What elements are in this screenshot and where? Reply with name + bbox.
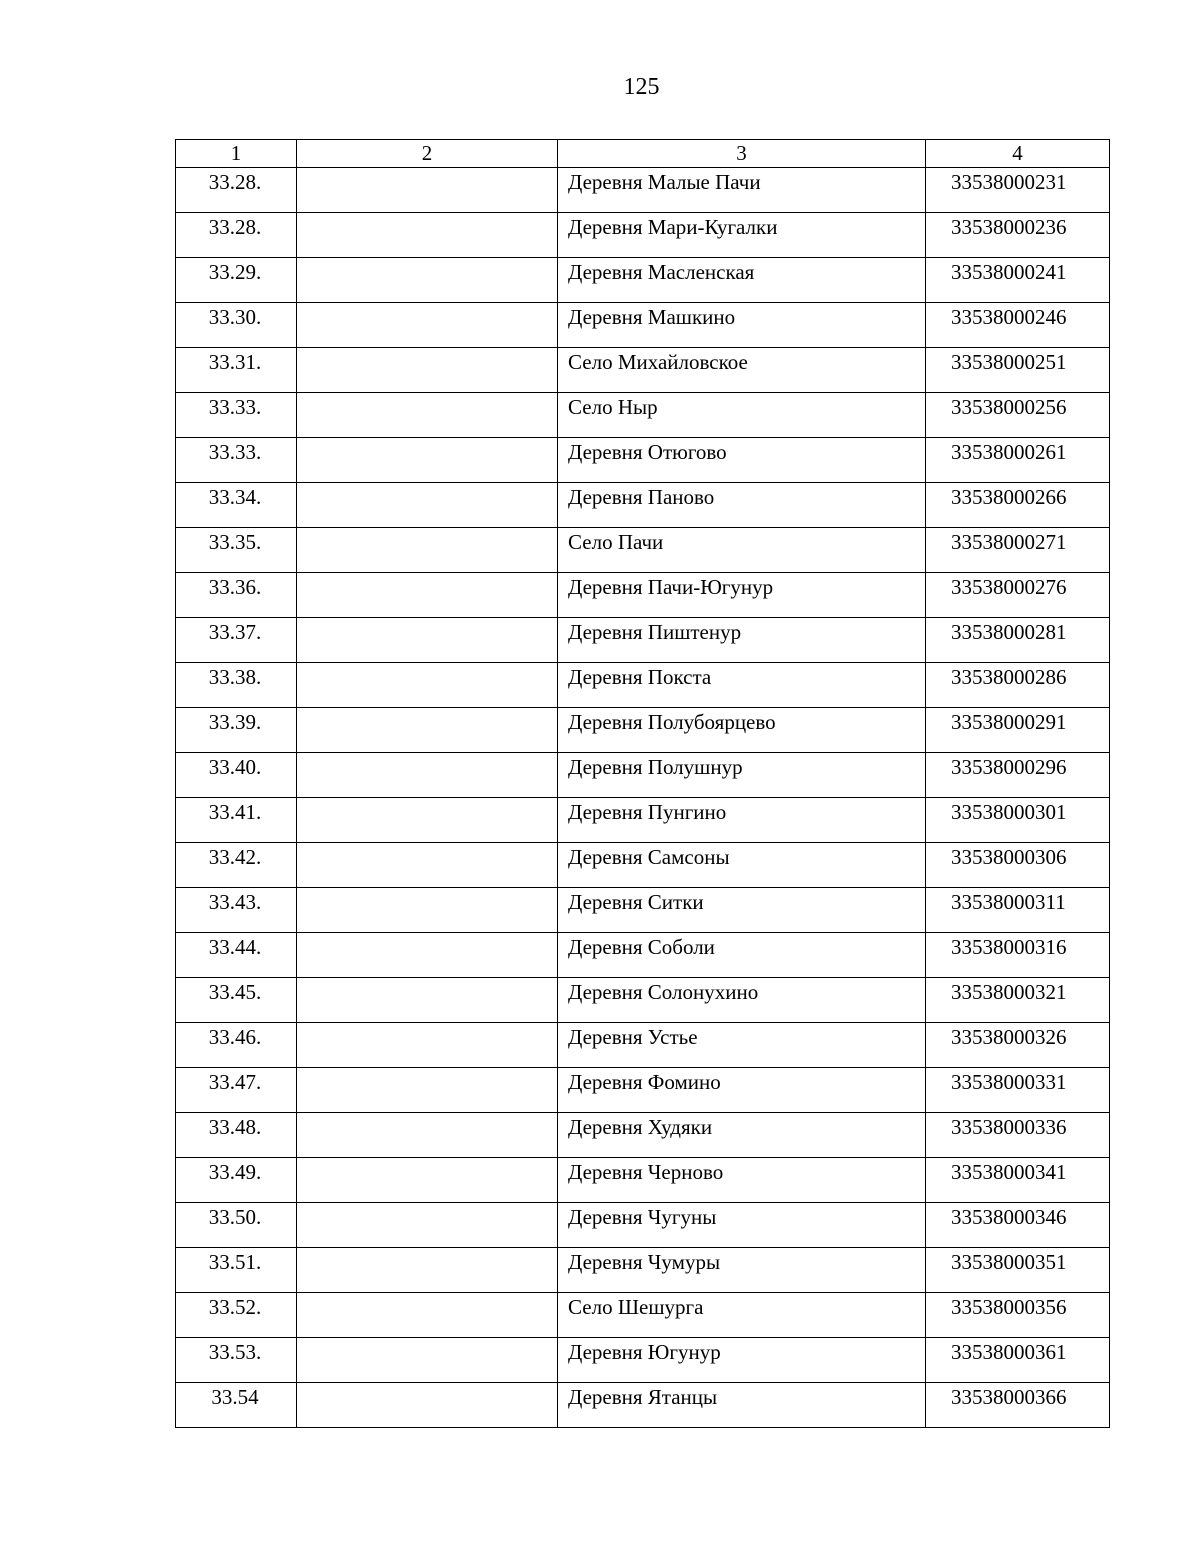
table-row — [176, 168, 1110, 213]
item-number-cell: 33.43. — [176, 888, 297, 933]
settlement-name-cell: Деревня Покста — [558, 663, 926, 708]
table-row — [176, 843, 1110, 888]
item-number-cell: 33.41. — [176, 798, 297, 843]
item-number-cell: 33.45. — [176, 978, 297, 1023]
table-row — [176, 753, 1110, 798]
table-row — [176, 1113, 1110, 1158]
table-body — [176, 168, 1110, 1428]
oktmo-code-cell: 33538000336 — [926, 1113, 1110, 1158]
settlement-name-cell: Деревня Ситки — [558, 888, 926, 933]
oktmo-code-cell: 33538000366 — [926, 1383, 1110, 1428]
oktmo-code-cell: 33538000251 — [926, 348, 1110, 393]
table-row — [176, 708, 1110, 753]
item-number-cell: 33.46. — [176, 1023, 297, 1068]
settlement-name-cell: Деревня Черново — [558, 1158, 926, 1203]
oktmo-code-cell: 33538000246 — [926, 303, 1110, 348]
oktmo-code-cell: 33538000286 — [926, 663, 1110, 708]
oktmo-code-cell: 33538000281 — [926, 618, 1110, 663]
column-header-1: 1 — [176, 140, 297, 168]
column-2-cell — [297, 1383, 558, 1428]
table-row — [176, 1338, 1110, 1383]
table-row — [176, 1383, 1110, 1428]
settlement-name-cell: Деревня Пиштенур — [558, 618, 926, 663]
settlements-table — [175, 139, 1110, 1428]
item-number-cell: 33.28. — [176, 213, 297, 258]
item-number-cell: 33.52. — [176, 1293, 297, 1338]
column-2-cell — [297, 1023, 558, 1068]
oktmo-code-cell: 33538000356 — [926, 1293, 1110, 1338]
table-row — [176, 1068, 1110, 1113]
item-number-cell: 33.44. — [176, 933, 297, 978]
item-number-cell: 33.51. — [176, 1248, 297, 1293]
column-2-cell — [297, 258, 558, 303]
settlement-name-cell: Деревня Пунгино — [558, 798, 926, 843]
item-number-cell: 33.30. — [176, 303, 297, 348]
item-number-cell: 33.36. — [176, 573, 297, 618]
oktmo-code-cell: 33538000301 — [926, 798, 1110, 843]
settlement-name-cell: Деревня Устье — [558, 1023, 926, 1068]
column-2-cell — [297, 1113, 558, 1158]
item-number-cell: 33.35. — [176, 528, 297, 573]
column-2-cell — [297, 1293, 558, 1338]
column-2-cell — [297, 1068, 558, 1113]
item-number-cell: 33.50. — [176, 1203, 297, 1248]
oktmo-code-cell: 33538000236 — [926, 213, 1110, 258]
item-number-cell: 33.40. — [176, 753, 297, 798]
oktmo-code-cell: 33538000241 — [926, 258, 1110, 303]
table-row — [176, 483, 1110, 528]
table-row — [176, 348, 1110, 393]
table-row — [176, 303, 1110, 348]
settlement-name-cell: Село Шешурга — [558, 1293, 926, 1338]
column-2-cell — [297, 348, 558, 393]
column-2-cell — [297, 483, 558, 528]
oktmo-code-cell: 33538000351 — [926, 1248, 1110, 1293]
item-number-cell: 33.38. — [176, 663, 297, 708]
settlement-name-cell: Село Михайловское — [558, 348, 926, 393]
oktmo-code-cell: 33538000261 — [926, 438, 1110, 483]
settlement-name-cell: Село Пачи — [558, 528, 926, 573]
column-2-cell — [297, 1203, 558, 1248]
item-number-cell: 33.28. — [176, 168, 297, 213]
settlement-name-cell: Село Ныр — [558, 393, 926, 438]
settlement-name-cell: Деревня Ятанцы — [558, 1383, 926, 1428]
settlement-name-cell: Деревня Полубоярцево — [558, 708, 926, 753]
column-2-cell — [297, 843, 558, 888]
column-2-cell — [297, 753, 558, 798]
table-row — [176, 438, 1110, 483]
column-2-cell — [297, 1338, 558, 1383]
column-2-cell — [297, 933, 558, 978]
column-2-cell — [297, 798, 558, 843]
settlement-name-cell: Деревня Мари-Кугалки — [558, 213, 926, 258]
oktmo-code-cell: 33538000341 — [926, 1158, 1110, 1203]
table-row — [176, 888, 1110, 933]
item-number-cell: 33.33. — [176, 438, 297, 483]
column-2-cell — [297, 303, 558, 348]
oktmo-code-cell: 33538000331 — [926, 1068, 1110, 1113]
settlement-name-cell: Деревня Малые Пачи — [558, 168, 926, 213]
oktmo-code-cell: 33538000321 — [926, 978, 1110, 1023]
column-2-cell — [297, 213, 558, 258]
column-header-3: 3 — [558, 140, 926, 168]
column-2-cell — [297, 978, 558, 1023]
item-number-cell: 33.37. — [176, 618, 297, 663]
oktmo-code-cell: 33538000316 — [926, 933, 1110, 978]
column-2-cell — [297, 1248, 558, 1293]
item-number-cell: 33.31. — [176, 348, 297, 393]
item-number-cell: 33.39. — [176, 708, 297, 753]
settlement-name-cell: Деревня Чумуры — [558, 1248, 926, 1293]
oktmo-code-cell: 33538000276 — [926, 573, 1110, 618]
table-row — [176, 258, 1110, 303]
settlement-name-cell: Деревня Фомино — [558, 1068, 926, 1113]
table-row — [176, 573, 1110, 618]
item-number-cell: 33.47. — [176, 1068, 297, 1113]
settlement-name-cell: Деревня Солонухино — [558, 978, 926, 1023]
table-row — [176, 393, 1110, 438]
settlement-name-cell: Деревня Самсоны — [558, 843, 926, 888]
column-2-cell — [297, 528, 558, 573]
table-row — [176, 1248, 1110, 1293]
column-header-4: 4 — [926, 140, 1110, 168]
table-row — [176, 213, 1110, 258]
item-number-cell: 33.42. — [176, 843, 297, 888]
header-row — [176, 140, 1110, 168]
column-2-cell — [297, 168, 558, 213]
table-row — [176, 618, 1110, 663]
table-row — [176, 663, 1110, 708]
item-number-cell: 33.54 — [176, 1383, 297, 1428]
oktmo-code-cell: 33538000296 — [926, 753, 1110, 798]
page-number: 125 — [623, 74, 660, 100]
settlement-name-cell: Деревня Соболи — [558, 933, 926, 978]
settlement-name-cell: Деревня Отюгово — [558, 438, 926, 483]
item-number-cell: 33.49. — [176, 1158, 297, 1203]
settlement-name-cell: Деревня Пачи-Югунур — [558, 573, 926, 618]
oktmo-code-cell: 33538000326 — [926, 1023, 1110, 1068]
oktmo-code-cell: 33538000346 — [926, 1203, 1110, 1248]
settlement-name-cell: Деревня Югунур — [558, 1338, 926, 1383]
oktmo-code-cell: 33538000256 — [926, 393, 1110, 438]
table-row — [176, 1023, 1110, 1068]
column-2-cell — [297, 888, 558, 933]
oktmo-code-cell: 33538000306 — [926, 843, 1110, 888]
table-row — [176, 978, 1110, 1023]
item-number-cell: 33.53. — [176, 1338, 297, 1383]
table-row — [176, 933, 1110, 978]
settlement-name-cell: Деревня Машкино — [558, 303, 926, 348]
column-2-cell — [297, 573, 558, 618]
column-2-cell — [297, 438, 558, 483]
item-number-cell: 33.48. — [176, 1113, 297, 1158]
column-2-cell — [297, 618, 558, 663]
settlement-name-cell: Деревня Худяки — [558, 1113, 926, 1158]
table-row — [176, 1158, 1110, 1203]
oktmo-code-cell: 33538000266 — [926, 483, 1110, 528]
table-row — [176, 528, 1110, 573]
column-header-2: 2 — [297, 140, 558, 168]
settlement-name-cell: Деревня Полушнур — [558, 753, 926, 798]
table-row — [176, 798, 1110, 843]
column-2-cell — [297, 1158, 558, 1203]
column-2-cell — [297, 393, 558, 438]
table-row — [176, 1293, 1110, 1338]
table-row — [176, 1203, 1110, 1248]
item-number-cell: 33.34. — [176, 483, 297, 528]
oktmo-code-cell: 33538000311 — [926, 888, 1110, 933]
column-2-cell — [297, 663, 558, 708]
oktmo-code-cell: 33538000361 — [926, 1338, 1110, 1383]
settlement-name-cell: Деревня Масленская — [558, 258, 926, 303]
oktmo-code-cell: 33538000271 — [926, 528, 1110, 573]
item-number-cell: 33.29. — [176, 258, 297, 303]
oktmo-code-cell: 33538000231 — [926, 168, 1110, 213]
column-2-cell — [297, 708, 558, 753]
oktmo-code-cell: 33538000291 — [926, 708, 1110, 753]
settlement-name-cell: Деревня Чугуны — [558, 1203, 926, 1248]
item-number-cell: 33.33. — [176, 393, 297, 438]
settlement-name-cell: Деревня Паново — [558, 483, 926, 528]
table-header — [176, 140, 1110, 168]
